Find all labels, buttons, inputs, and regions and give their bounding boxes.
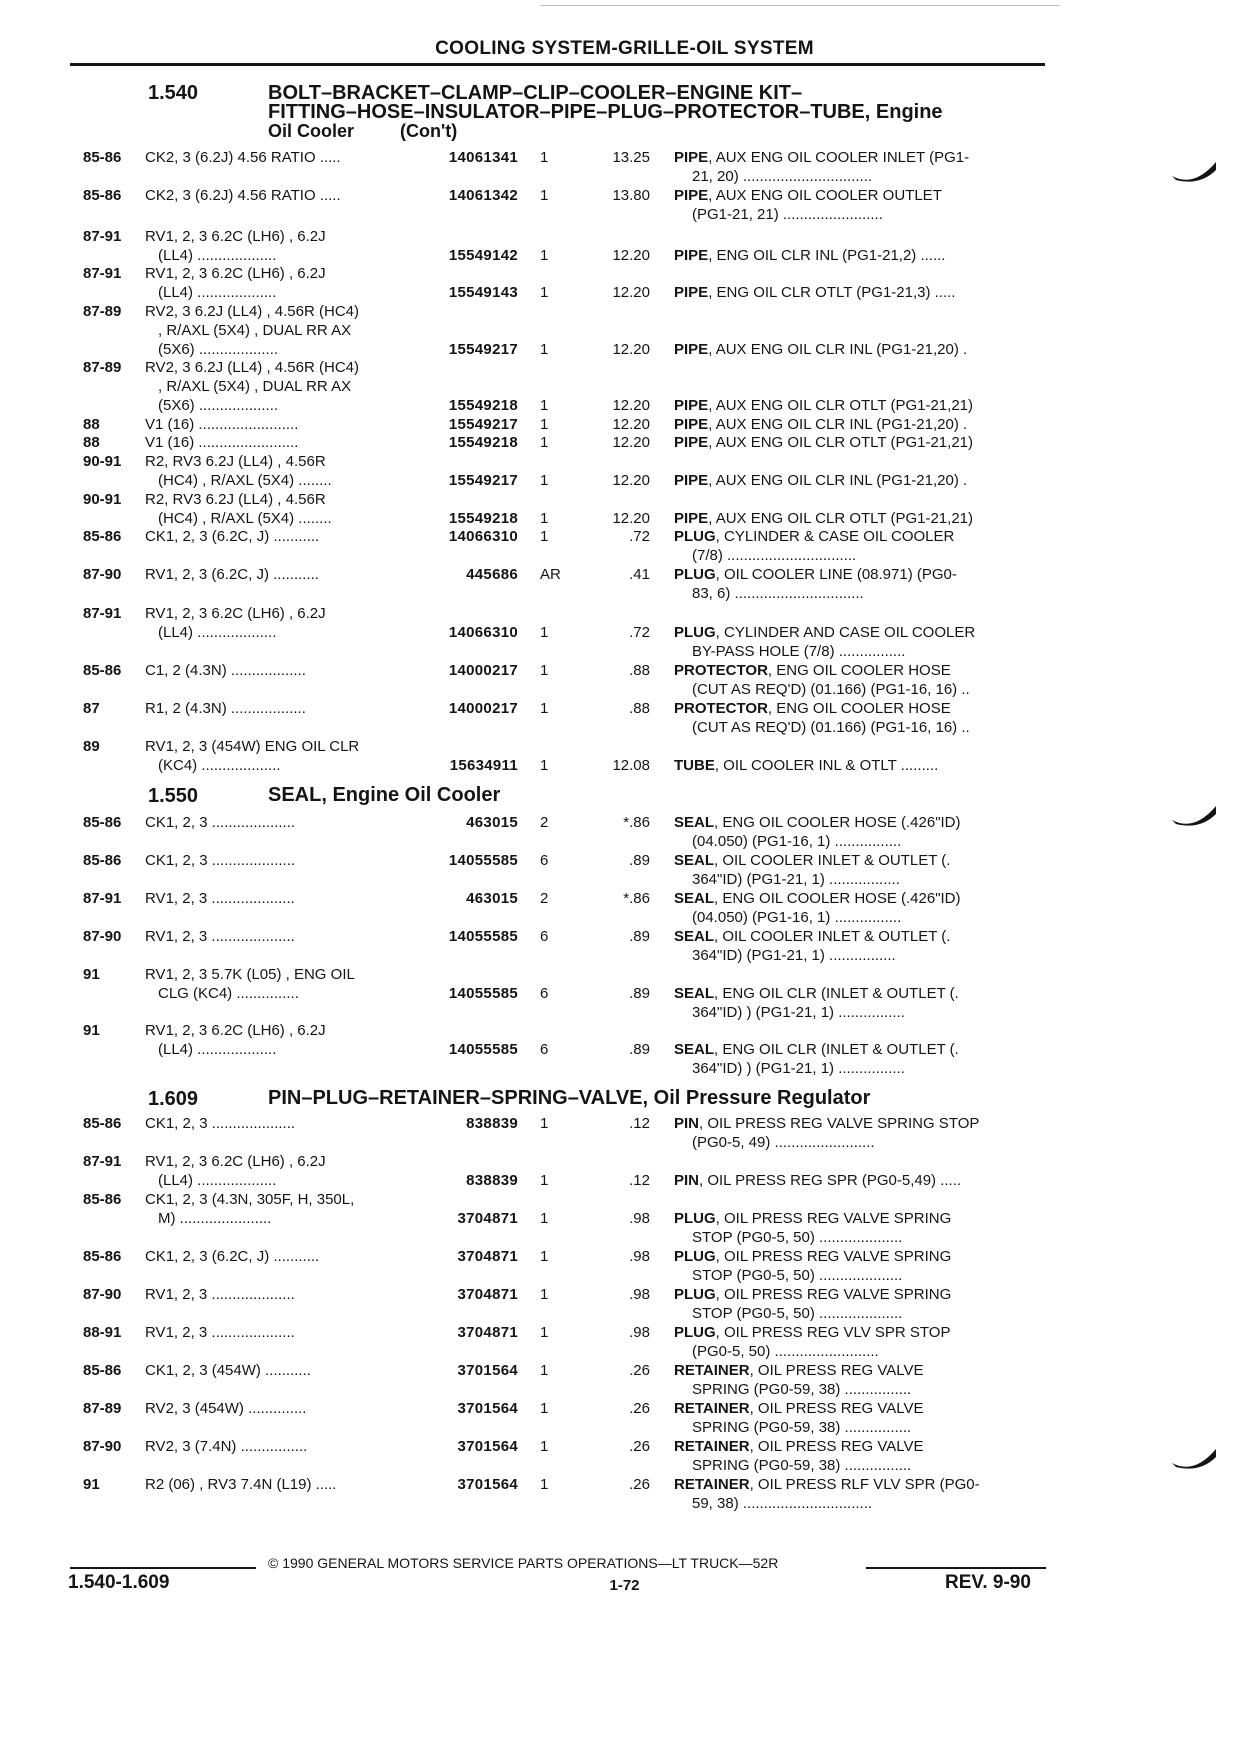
section-continued: (Con't) xyxy=(400,121,458,141)
row-part-number: 14061341 xyxy=(448,149,518,166)
row-quantity: 6 xyxy=(540,985,549,1002)
row-price: .12 xyxy=(629,1115,650,1132)
row-price: *.86 xyxy=(623,814,650,831)
row-application: V1 (16) ........................ xyxy=(145,434,299,451)
section-title: PIN–PLUG–RETAINER–SPRING–VALVE, Oil Pressure Regulator xyxy=(268,1087,871,1109)
row-part-number: 445686 xyxy=(466,566,518,583)
row-part-number: 15549217 xyxy=(448,416,518,433)
row-price: 12.20 xyxy=(612,434,650,451)
row-price: .98 xyxy=(629,1324,650,1341)
row-year: 91 xyxy=(83,966,100,983)
row-year: 85-86 xyxy=(83,1248,122,1265)
row-application: RV2, 3 (7.4N) ................ xyxy=(145,1438,308,1455)
row-year: 87 xyxy=(83,700,100,717)
row-price: 12.20 xyxy=(612,472,650,489)
row-part-number: 14000217 xyxy=(448,662,518,679)
row-year: 87-90 xyxy=(83,566,122,583)
row-price: .26 xyxy=(629,1438,650,1455)
row-quantity: 1 xyxy=(540,1286,549,1303)
row-application: RV1, 2, 3 .................... xyxy=(145,890,295,907)
footer-revision: REV. 9-90 xyxy=(945,1572,1031,1593)
row-year: 87-89 xyxy=(83,1400,122,1417)
row-year: 91 xyxy=(83,1022,100,1039)
row-price: .72 xyxy=(629,528,650,545)
row-part-number: 3701564 xyxy=(457,1438,518,1455)
row-application: RV2, 3 6.2J (LL4) , 4.56R (HC4) xyxy=(145,303,359,320)
footer-copyright: © 1990 GENERAL MOTORS SERVICE PARTS OPERATIONS—LT TRUCK—52R xyxy=(268,1555,779,1571)
row-quantity: 1 xyxy=(540,1115,549,1132)
row-description: PIPE, AUX ENG OIL COOLER OUTLET xyxy=(674,187,942,204)
row-application: CK1, 2, 3 (6.2C, J) ........... xyxy=(145,528,320,545)
row-description-cont: (7/8) ............................... xyxy=(692,547,857,564)
row-quantity: 6 xyxy=(540,852,549,869)
row-part-number: 463015 xyxy=(466,814,518,831)
row-application-cont: (LL4) ................... xyxy=(158,284,277,301)
row-application-cont: (LL4) ................... xyxy=(158,624,277,641)
row-application: RV1, 2, 3 6.2C (LH6) , 6.2J xyxy=(145,228,326,245)
section-number: 1.609 xyxy=(148,1088,199,1110)
row-application: RV1, 2, 3 5.7K (L05) , ENG OIL xyxy=(145,966,355,983)
row-application-cont: (LL4) ................... xyxy=(158,1172,277,1189)
punch-hole-icon xyxy=(1170,802,1218,828)
row-application: R1, 2 (4.3N) .................. xyxy=(145,700,306,717)
row-description: PIPE, AUX ENG OIL COOLER INLET (PG1- xyxy=(674,149,970,166)
row-description: TUBE, OIL COOLER INL & OTLT ......... xyxy=(674,757,939,774)
row-part-number: 838839 xyxy=(466,1172,518,1189)
row-description: RETAINER, OIL PRESS RLF VLV SPR (PG0- xyxy=(674,1476,980,1493)
row-description: RETAINER, OIL PRESS REG VALVE xyxy=(674,1400,924,1417)
row-price: .89 xyxy=(629,928,650,945)
row-price: 12.20 xyxy=(612,416,650,433)
row-year: 85-86 xyxy=(83,1362,122,1379)
row-year: 85-86 xyxy=(83,662,122,679)
row-year: 88 xyxy=(83,434,100,451)
row-year: 87-91 xyxy=(83,228,122,245)
punch-hole-icon xyxy=(1170,158,1218,184)
row-description-cont: 364"ID) (PG1-21, 1) ................. xyxy=(692,871,900,888)
footer-rule-left xyxy=(70,1567,256,1569)
row-description: PIPE, AUX ENG OIL CLR OTLT (PG1-21,21) xyxy=(674,434,973,451)
row-quantity: 1 xyxy=(540,700,549,717)
row-quantity: 1 xyxy=(540,434,549,451)
row-year: 90-91 xyxy=(83,491,122,508)
row-description-cont: 59, 38) ............................... xyxy=(692,1495,873,1512)
section-title: SEAL, Engine Oil Cooler xyxy=(268,784,501,806)
row-description: SEAL, OIL COOLER INLET & OUTLET (. xyxy=(674,852,951,869)
row-description-cont: 21, 20) ............................... xyxy=(692,168,873,185)
row-description-cont: STOP (PG0-5, 50) .................... xyxy=(692,1229,903,1246)
row-description: PIN, OIL PRESS REG SPR (PG0-5,49) ..... xyxy=(674,1172,962,1189)
row-description-cont: (CUT AS REQ'D) (01.166) (PG1-16, 16) .. xyxy=(692,719,970,736)
row-quantity: 1 xyxy=(540,416,549,433)
row-quantity: 2 xyxy=(540,890,549,907)
row-price: .12 xyxy=(629,1172,650,1189)
row-description-cont: 83, 6) ............................... xyxy=(692,585,864,602)
row-part-number: 15549218 xyxy=(448,510,518,527)
row-description: PIPE, AUX ENG OIL CLR OTLT (PG1-21,21) xyxy=(674,397,973,414)
row-price: .26 xyxy=(629,1476,650,1493)
row-quantity: 1 xyxy=(540,472,549,489)
row-description: PLUG, OIL COOLER LINE (08.971) (PG0- xyxy=(674,566,957,583)
row-part-number: 14055585 xyxy=(448,852,518,869)
row-application: R2 (06) , RV3 7.4N (L19) ..... xyxy=(145,1476,337,1493)
row-year: 87-89 xyxy=(83,303,122,320)
row-application-cont: (HC4) , R/AXL (5X4) ........ xyxy=(158,510,332,527)
row-description-cont: (PG1-21, 21) ........................ xyxy=(692,206,883,223)
row-description: SEAL, ENG OIL COOLER HOSE (.426"ID) xyxy=(674,890,961,907)
row-price: 12.20 xyxy=(612,247,650,264)
row-description: PIPE, AUX ENG OIL CLR OTLT (PG1-21,21) xyxy=(674,510,973,527)
row-application: RV2, 3 (454W) .............. xyxy=(145,1400,307,1417)
row-part-number: 15549218 xyxy=(448,397,518,414)
row-part-number: 15549142 xyxy=(448,247,518,264)
row-description: PIN, OIL PRESS REG VALVE SPRING STOP xyxy=(674,1115,980,1132)
row-quantity: 1 xyxy=(540,1476,549,1493)
row-application: RV1, 2, 3 6.2C (LH6) , 6.2J xyxy=(145,1022,326,1039)
row-application-cont: , R/AXL (5X4) , DUAL RR AX xyxy=(158,322,352,339)
row-part-number: 3704871 xyxy=(457,1324,518,1341)
row-application-cont: , R/AXL (5X4) , DUAL RR AX xyxy=(158,378,352,395)
page-title: COOLING SYSTEM-GRILLE-OIL SYSTEM xyxy=(435,38,814,59)
footer-page-number: 1-72 xyxy=(609,1577,640,1594)
row-quantity: 1 xyxy=(540,528,549,545)
row-application: CK1, 2, 3 (454W) ........... xyxy=(145,1362,311,1379)
row-application: CK1, 2, 3 .................... xyxy=(145,814,296,831)
row-application-cont: (LL4) ................... xyxy=(158,1041,277,1058)
row-application: CK1, 2, 3 (4.3N, 305F, H, 350L, xyxy=(145,1191,355,1208)
row-application: R2, RV3 6.2J (LL4) , 4.56R xyxy=(145,453,326,470)
footer-rule-right xyxy=(866,1567,1046,1569)
row-part-number: 14066310 xyxy=(448,624,518,641)
row-description: PIPE, ENG OIL CLR INL (PG1-21,2) ...... xyxy=(674,247,946,264)
row-price: 12.20 xyxy=(612,397,650,414)
row-quantity: 1 xyxy=(540,662,549,679)
row-quantity: 1 xyxy=(540,284,549,301)
row-year: 87-90 xyxy=(83,928,122,945)
row-application-cont: CLG (KC4) ............... xyxy=(158,985,299,1002)
row-part-number: 15549217 xyxy=(448,472,518,489)
row-description: PLUG, CYLINDER & CASE OIL COOLER xyxy=(674,528,955,545)
row-quantity: 1 xyxy=(540,624,549,641)
row-application-cont: (5X6) ................... xyxy=(158,397,279,414)
row-year: 90-91 xyxy=(83,453,122,470)
row-part-number: 3701564 xyxy=(457,1400,518,1417)
row-description: PLUG, OIL PRESS REG VLV SPR STOP xyxy=(674,1324,951,1341)
row-description-cont: SPRING (PG0-59, 38) ................ xyxy=(692,1381,912,1398)
row-price: .98 xyxy=(629,1286,650,1303)
row-application: V1 (16) ........................ xyxy=(145,416,299,433)
row-application: RV1, 2, 3 6.2C (LH6) , 6.2J xyxy=(145,605,326,622)
row-price: *.86 xyxy=(623,890,650,907)
row-description-cont: 364"ID) ) (PG1-21, 1) ................ xyxy=(692,1060,905,1077)
row-description-cont: STOP (PG0-5, 50) .................... xyxy=(692,1267,903,1284)
row-description: SEAL, ENG OIL CLR (INLET & OUTLET (. xyxy=(674,1041,959,1058)
row-quantity: 1 xyxy=(540,1400,549,1417)
row-application-cont: M) ...................... xyxy=(158,1210,272,1227)
row-description-cont: STOP (PG0-5, 50) .................... xyxy=(692,1305,903,1322)
row-quantity: AR xyxy=(540,566,561,583)
row-price: .41 xyxy=(629,566,650,583)
row-price: .98 xyxy=(629,1210,650,1227)
row-quantity: 1 xyxy=(540,1324,549,1341)
row-year: 85-86 xyxy=(83,814,122,831)
section-number: 1.540 xyxy=(148,82,199,104)
row-price: .72 xyxy=(629,624,650,641)
row-part-number: 3704871 xyxy=(457,1210,518,1227)
row-description: PIPE, AUX ENG OIL CLR INL (PG1-21,20) . xyxy=(674,416,968,433)
row-part-number: 14000217 xyxy=(448,700,518,717)
section-subtitle: Oil Cooler xyxy=(268,121,355,141)
row-price: 12.08 xyxy=(612,757,650,774)
row-application: R2, RV3 6.2J (LL4) , 4.56R xyxy=(145,491,326,508)
row-part-number: 3704871 xyxy=(457,1248,518,1265)
row-price: 12.20 xyxy=(612,284,650,301)
row-part-number: 14055585 xyxy=(448,985,518,1002)
row-description-cont: SPRING (PG0-59, 38) ................ xyxy=(692,1457,912,1474)
section-title-line2: FITTING–HOSE–INSULATOR–PIPE–PLUG–PROTECTOR–TUBE, Engine xyxy=(268,101,943,123)
row-description: PROTECTOR, ENG OIL COOLER HOSE xyxy=(674,700,951,717)
row-description: PLUG, CYLINDER AND CASE OIL COOLER xyxy=(674,624,976,641)
row-price: 12.20 xyxy=(612,510,650,527)
row-price: .89 xyxy=(629,985,650,1002)
row-part-number: 3704871 xyxy=(457,1286,518,1303)
row-description: PLUG, OIL PRESS REG VALVE SPRING xyxy=(674,1286,952,1303)
row-quantity: 1 xyxy=(540,1438,549,1455)
row-year: 88 xyxy=(83,416,100,433)
row-price: 13.25 xyxy=(612,149,650,166)
section-title: BOLT–BRACKET–CLAMP–CLIP–COOLER–ENGINE KIT– xyxy=(268,82,803,104)
row-year: 85-86 xyxy=(83,852,122,869)
top-rule xyxy=(540,5,1060,6)
row-application-cont: (5X6) ................... xyxy=(158,341,279,358)
row-description: RETAINER, OIL PRESS REG VALVE xyxy=(674,1438,924,1455)
row-quantity: 1 xyxy=(540,1172,549,1189)
row-price: .88 xyxy=(629,700,650,717)
row-part-number: 14055585 xyxy=(448,1041,518,1058)
row-quantity: 1 xyxy=(540,757,549,774)
row-application: RV1, 2, 3 (454W) ENG OIL CLR xyxy=(145,738,360,755)
row-description-cont: (PG0-5, 49) ........................ xyxy=(692,1134,875,1151)
row-year: 87-91 xyxy=(83,265,122,282)
row-price: .26 xyxy=(629,1400,650,1417)
row-quantity: 1 xyxy=(540,1248,549,1265)
row-description: RETAINER, OIL PRESS REG VALVE xyxy=(674,1362,924,1379)
row-application: C1, 2 (4.3N) .................. xyxy=(145,662,306,679)
row-quantity: 1 xyxy=(540,247,549,264)
row-price: .89 xyxy=(629,1041,650,1058)
row-quantity: 6 xyxy=(540,1041,549,1058)
row-part-number: 463015 xyxy=(466,890,518,907)
footer-section-range: 1.540-1.609 xyxy=(68,1572,170,1593)
row-year: 87-91 xyxy=(83,605,122,622)
row-part-number: 15549143 xyxy=(448,284,518,301)
row-quantity: 1 xyxy=(540,149,549,166)
row-application: RV1, 2, 3 (6.2C, J) ........... xyxy=(145,566,319,583)
row-application-cont: (HC4) , R/AXL (5X4) ........ xyxy=(158,472,332,489)
row-description: PIPE, AUX ENG OIL CLR INL (PG1-21,20) . xyxy=(674,472,968,489)
row-description: PIPE, ENG OIL CLR OTLT (PG1-21,3) ..... xyxy=(674,284,956,301)
row-description: PLUG, OIL PRESS REG VALVE SPRING xyxy=(674,1210,952,1227)
row-quantity: 1 xyxy=(540,341,549,358)
row-year: 89 xyxy=(83,738,100,755)
row-description-cont: 364"ID) (PG1-21, 1) ................ xyxy=(692,947,896,964)
row-quantity: 1 xyxy=(540,397,549,414)
row-quantity: 1 xyxy=(540,1210,549,1227)
row-application: RV2, 3 6.2J (LL4) , 4.56R (HC4) xyxy=(145,359,359,376)
row-application: CK2, 3 (6.2J) 4.56 RATIO ..... xyxy=(145,149,341,166)
row-year: 87-91 xyxy=(83,890,122,907)
row-quantity: 1 xyxy=(540,1362,549,1379)
row-application: CK1, 2, 3 (6.2C, J) ........... xyxy=(145,1248,320,1265)
row-year: 87-89 xyxy=(83,359,122,376)
row-price: .89 xyxy=(629,852,650,869)
row-part-number: 15634911 xyxy=(449,757,518,774)
row-description-cont: BY-PASS HOLE (7/8) ................ xyxy=(692,643,906,660)
row-part-number: 3701564 xyxy=(457,1476,518,1493)
row-description-cont: (CUT AS REQ'D) (01.166) (PG1-16, 16) .. xyxy=(692,681,970,698)
row-part-number: 14055585 xyxy=(448,928,518,945)
row-year: 87-91 xyxy=(83,1153,122,1170)
row-description: PLUG, OIL PRESS REG VALVE SPRING xyxy=(674,1248,952,1265)
row-application: RV1, 2, 3 .................... xyxy=(145,1286,295,1303)
row-application: RV1, 2, 3 .................... xyxy=(145,1324,295,1341)
row-part-number: 15549217 xyxy=(448,341,518,358)
row-description: SEAL, ENG OIL CLR (INLET & OUTLET (. xyxy=(674,985,959,1002)
row-year: 85-86 xyxy=(83,149,122,166)
row-part-number: 14061342 xyxy=(448,187,518,204)
row-price: 12.20 xyxy=(612,341,650,358)
row-quantity: 1 xyxy=(540,187,549,204)
row-price: 13.80 xyxy=(612,187,650,204)
row-description: PIPE, AUX ENG OIL CLR INL (PG1-21,20) . xyxy=(674,341,968,358)
row-quantity: 2 xyxy=(540,814,549,831)
section-number: 1.550 xyxy=(148,785,199,807)
title-rule xyxy=(70,63,1045,66)
row-year: 91 xyxy=(83,1476,100,1493)
row-price: .26 xyxy=(629,1362,650,1379)
row-part-number: 838839 xyxy=(466,1115,518,1132)
row-year: 85-86 xyxy=(83,187,122,204)
row-year: 85-86 xyxy=(83,528,122,545)
row-description-cont: 364"ID) ) (PG1-21, 1) ................ xyxy=(692,1004,905,1021)
row-application: RV1, 2, 3 .................... xyxy=(145,928,295,945)
row-application: RV1, 2, 3 6.2C (LH6) , 6.2J xyxy=(145,265,326,282)
row-price: .88 xyxy=(629,662,650,679)
row-application-cont: (LL4) ................... xyxy=(158,247,277,264)
row-application: CK1, 2, 3 .................... xyxy=(145,1115,296,1132)
row-quantity: 1 xyxy=(540,510,549,527)
row-description: PROTECTOR, ENG OIL COOLER HOSE xyxy=(674,662,951,679)
row-year: 85-86 xyxy=(83,1191,122,1208)
row-description: SEAL, ENG OIL COOLER HOSE (.426"ID) xyxy=(674,814,961,831)
row-part-number: 3701564 xyxy=(457,1362,518,1379)
row-part-number: 15549218 xyxy=(448,434,518,451)
row-year: 85-86 xyxy=(83,1115,122,1132)
row-description-cont: (PG0-5, 50) ......................... xyxy=(692,1343,879,1360)
row-price: .98 xyxy=(629,1248,650,1265)
row-part-number: 14066310 xyxy=(448,528,518,545)
row-description-cont: SPRING (PG0-59, 38) ................ xyxy=(692,1419,912,1436)
row-description-cont: (04.050) (PG1-16, 1) ................ xyxy=(692,909,902,926)
row-application-cont: (KC4) ................... xyxy=(158,757,281,774)
row-application: RV1, 2, 3 6.2C (LH6) , 6.2J xyxy=(145,1153,326,1170)
row-quantity: 6 xyxy=(540,928,549,945)
row-application: CK1, 2, 3 .................... xyxy=(145,852,296,869)
row-year: 87-90 xyxy=(83,1286,122,1303)
row-year: 87-90 xyxy=(83,1438,122,1455)
row-year: 88-91 xyxy=(83,1324,122,1341)
row-description-cont: (04.050) (PG1-16, 1) ................ xyxy=(692,833,902,850)
row-description: SEAL, OIL COOLER INLET & OUTLET (. xyxy=(674,928,951,945)
punch-hole-icon xyxy=(1170,1445,1218,1471)
row-application: CK2, 3 (6.2J) 4.56 RATIO ..... xyxy=(145,187,341,204)
